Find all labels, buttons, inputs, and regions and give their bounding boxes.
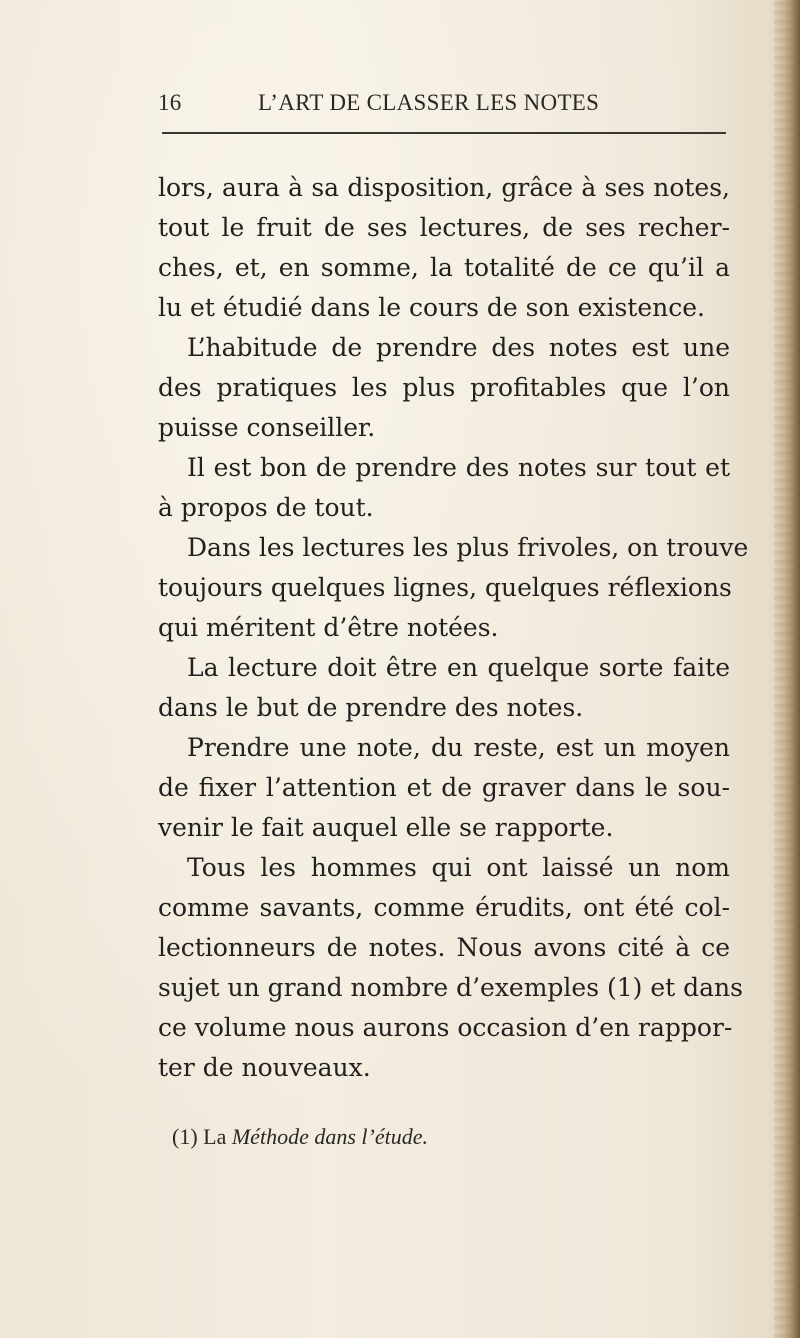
text-line: tout le fruit de ses lectures, de ses recher- — [158, 213, 730, 242]
text-line: ce volume nous aurons occasion d’en rappor- — [158, 1013, 733, 1042]
footnote — [172, 1124, 428, 1150]
text-line: Prendre une note, du reste, est un moyen — [187, 733, 730, 762]
text-line: de fixer l’attention et de graver dans le sou- — [158, 773, 730, 802]
text-line: Dans les lectures les plus frivoles, on trouve — [187, 533, 749, 562]
text-line: ches, et, en somme, la totalité de ce qu’il a — [158, 253, 730, 282]
body-text — [158, 168, 749, 1088]
text-line: des pratiques les plus profitables que l’on — [158, 373, 730, 402]
text-line: à propos de tout. — [158, 493, 374, 522]
footnote-marker: (1) La — [172, 1124, 232, 1149]
page-edge-shadow — [774, 0, 800, 1338]
footnote-title: Méthode dans l’étude. — [231, 1124, 428, 1149]
text-line: lu et étudié dans le cours de son existence. — [158, 293, 705, 322]
running-title: L’ART DE CLASSER LES NOTES — [258, 90, 600, 115]
text-line: comme savants, comme érudits, ont été col- — [158, 893, 730, 922]
header-rule — [162, 132, 726, 134]
text-line: L’habitude de prendre des notes est une — [187, 333, 730, 362]
text-line: dans le but de prendre des notes. — [158, 693, 584, 722]
text-line: ter de nouveaux. — [158, 1053, 371, 1082]
text-line: toujours quelques lignes, quelques réflexions — [158, 573, 732, 602]
text-line: Tous les hommes qui ont laissé un nom — [187, 853, 730, 882]
text-line: lectionneurs de notes. Nous avons cité à ce — [158, 933, 730, 962]
text-line: La lecture doit être en quelque sorte faite — [187, 653, 730, 682]
text-line: lors, aura à sa disposition, grâce à ses notes, — [158, 173, 730, 202]
page-number: 16 — [158, 90, 182, 115]
text-line: puisse conseiller. — [158, 413, 376, 442]
text-line: venir le fait auquel elle se rapporte. — [158, 813, 614, 842]
text-line: sujet un grand nombre d’exemples (1) et dans — [158, 973, 743, 1002]
text-line: Il est bon de prendre des notes sur tout et — [187, 453, 730, 482]
text-line: qui méritent d’être notées. — [158, 613, 499, 642]
